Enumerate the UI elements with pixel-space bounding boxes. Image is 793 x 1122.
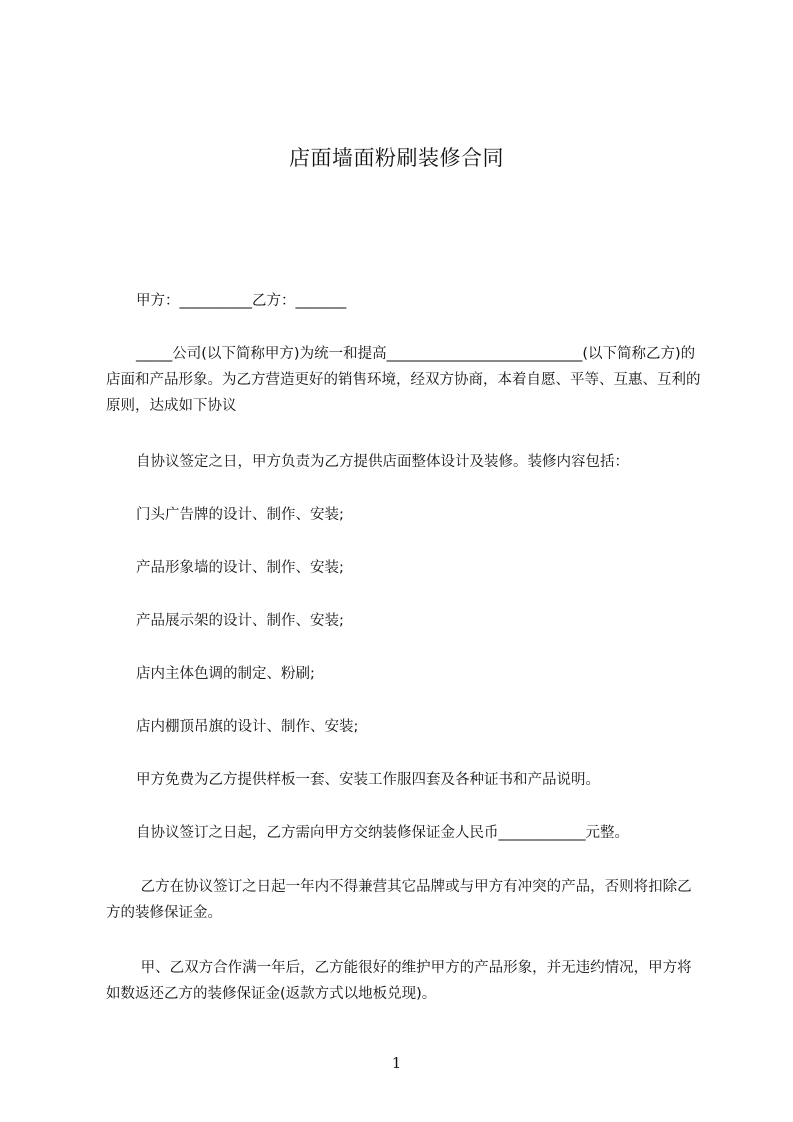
- free-supply-paragraph: 甲方免费为乙方提供样板一套、安装工作服四套及各种证书和产品说明。: [136, 772, 600, 788]
- scope-paragraph: 自协议签定之日，甲方负责为乙方提供店面整体设计及装修。装修内容包括：: [136, 454, 629, 470]
- document-title: 店面墙面粉刷装修合同: [289, 146, 504, 170]
- page-number: 1: [391, 1054, 402, 1072]
- refund-paragraph: 甲、乙双方合作满一年后，乙方能很好的维护甲方的产品形象，并无违约情况，甲方将如数返还乙方的装修保证金(返款方式以地板兑现)。: [106, 960, 692, 1002]
- deposit-paragraph: 自协议签订之日起，乙方需向甲方交纳装修保证金人民币____________元整。: [136, 825, 629, 841]
- parties-line: 甲方：__________乙方：_______: [136, 293, 347, 309]
- list-item: 产品形象墙的设计、制作、安装;: [136, 560, 344, 576]
- exclusivity-paragraph: 乙方在协议签订之日起一年内不得兼营其它品牌或与甲方有冲突的产品，否则将扣除乙方的装修保证金。: [106, 879, 692, 921]
- list-item: 门头广告牌的设计、制作、安装;: [136, 507, 344, 523]
- preamble-paragraph: _____公司(以下简称甲方)为统一和提高___________________________(以下简称乙方)的店面和产品形象。为乙方营造更好的销售环境，经双方协商，本着自愿、平等、互惠、互利的原则，达成如下协议: [106, 346, 701, 414]
- list-item: 店内主体色调的制定、粉刷;: [136, 666, 315, 682]
- list-item: 产品展示架的设计、制作、安装;: [136, 613, 344, 629]
- list-item: 店内棚顶吊旗的设计、制作、安装;: [136, 719, 359, 735]
